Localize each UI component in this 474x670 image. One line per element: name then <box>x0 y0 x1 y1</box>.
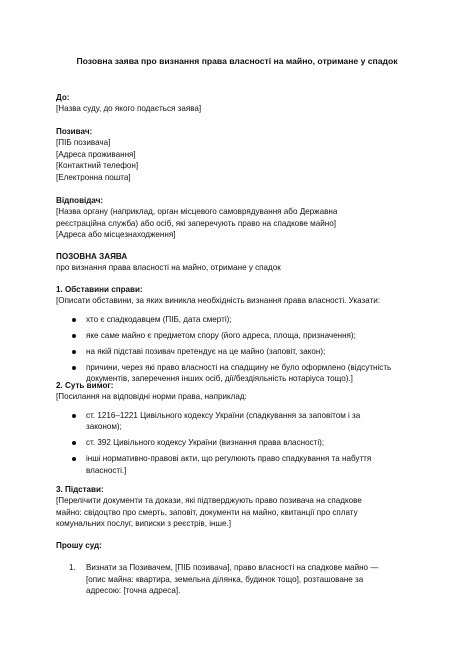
bullet-icon <box>72 366 76 370</box>
list-item-text: Визнати за Позивачем, [ПІБ позивача], право власності на спадкове майно — <box>86 563 379 573</box>
section1-intro: [Описати обставини, за яких виникла необхідність визнання права власності. Указати: <box>56 296 381 306</box>
list-item-text: на якій підставі позивач претендує на це майно (заповіт, закон); <box>86 346 326 356</box>
defendant-address: [Адреса або місцезнаходження] <box>56 230 176 240</box>
section-grounds <box>56 484 418 530</box>
bullet-icon <box>72 457 76 461</box>
section3-line-1: [Перелічити документи та докази, які підтверджують право позивача на спадкове <box>56 496 362 506</box>
request-heading: Прошу суд: <box>56 541 102 550</box>
section-claims <box>56 380 418 481</box>
list-item-text: хто є спадкодавцем (ПІБ, дата смерті); <box>86 314 232 324</box>
bullet-icon <box>72 334 76 338</box>
list-item-text: ст. 1216–1221 Цивільного кодексу України (спадкування за заповітом і за <box>86 410 361 420</box>
bullet-icon <box>72 350 76 354</box>
section3-line-2: майно: свідоцтво про смерть, заповіт, документи на майно, квитанції про сплату <box>56 507 358 517</box>
plaintiff-heading: Позивач: <box>56 127 93 136</box>
list-item <box>56 314 418 325</box>
section2-intro: [Посилання на відповідні норми права, наприклад: <box>56 392 247 402</box>
list-item <box>56 346 418 357</box>
plaintiff-address: [Адреса проживання] <box>56 149 136 159</box>
section-circumstances <box>56 284 418 389</box>
list-item-text: причини, через які право власності на спадщину не було оформлено (відсутність <box>86 362 392 372</box>
claim-section <box>56 251 418 274</box>
plaintiff-section <box>56 126 418 183</box>
request-section <box>56 540 418 597</box>
list-item <box>56 453 418 476</box>
bullet-icon <box>72 441 76 445</box>
claim-heading: ПОЗОВНА ЗАЯВА <box>56 252 128 261</box>
list-item-text: адресою: [точна адреса]. <box>86 586 181 596</box>
bullet-icon <box>72 414 76 418</box>
list-item <box>56 437 418 448</box>
list-item <box>56 410 418 433</box>
list-item-text: інші нормативно-правові акти, що регулюють право спадкування та набуття <box>86 454 372 464</box>
to-heading: До: <box>56 93 70 102</box>
bullet-icon <box>72 318 76 322</box>
to-court-name: [Назва суду, до якого подається заява] <box>56 104 202 114</box>
defendant-heading: Відповідач: <box>56 196 104 205</box>
list-item-text: власності.] <box>86 465 127 475</box>
section2-heading: 2. Суть вимог: <box>56 381 114 390</box>
list-item-text: законом); <box>86 422 122 432</box>
list-item-text: яке саме майно є предметом спору (його адреса, площа, призначення); <box>86 330 356 340</box>
list-item-text: ст. 392 Цивільного кодексу України (визнання права власності); <box>86 438 325 448</box>
list-item-text: документів, заперечення інших осіб, дії/бездіяльність нотаріуса тощо).] <box>86 374 353 384</box>
plaintiff-phone: [Контактний телефон] <box>56 161 139 171</box>
list-item-text: [опис майна: квартира, земельна ділянка, будинок тощо], розташоване за <box>86 574 364 584</box>
section1-heading: 1. Обставини справи: <box>56 285 143 294</box>
section3-heading: 3. Підстави: <box>56 485 104 494</box>
list-item <box>56 330 418 341</box>
claim-subheading: про визнання права власності на майно, отримане у спадок <box>56 263 281 273</box>
defendant-section <box>56 195 418 241</box>
request-list <box>56 562 418 596</box>
list-item-number: 1. <box>69 563 76 573</box>
to-section <box>56 92 418 115</box>
list-item <box>56 562 418 596</box>
plaintiff-email: [Електронна пошта] <box>56 172 131 182</box>
section2-bullet-list <box>56 410 418 476</box>
plaintiff-name: [ПІБ позивача] <box>56 138 111 148</box>
defendant-line-2: реєстраційна служба) або осіб, які заперечують право на спадкове майно] <box>56 218 336 228</box>
defendant-line-1: [Назва органу (наприклад, орган місцевого самоврядування або Державна <box>56 207 338 217</box>
section1-bullet-list <box>56 314 418 385</box>
section3-line-3: комунальних послуг, виписки з реєстрів, інше.] <box>56 519 231 529</box>
document-title: Позовна заява про визнання права власності на майно, отримане у спадок <box>76 56 398 66</box>
